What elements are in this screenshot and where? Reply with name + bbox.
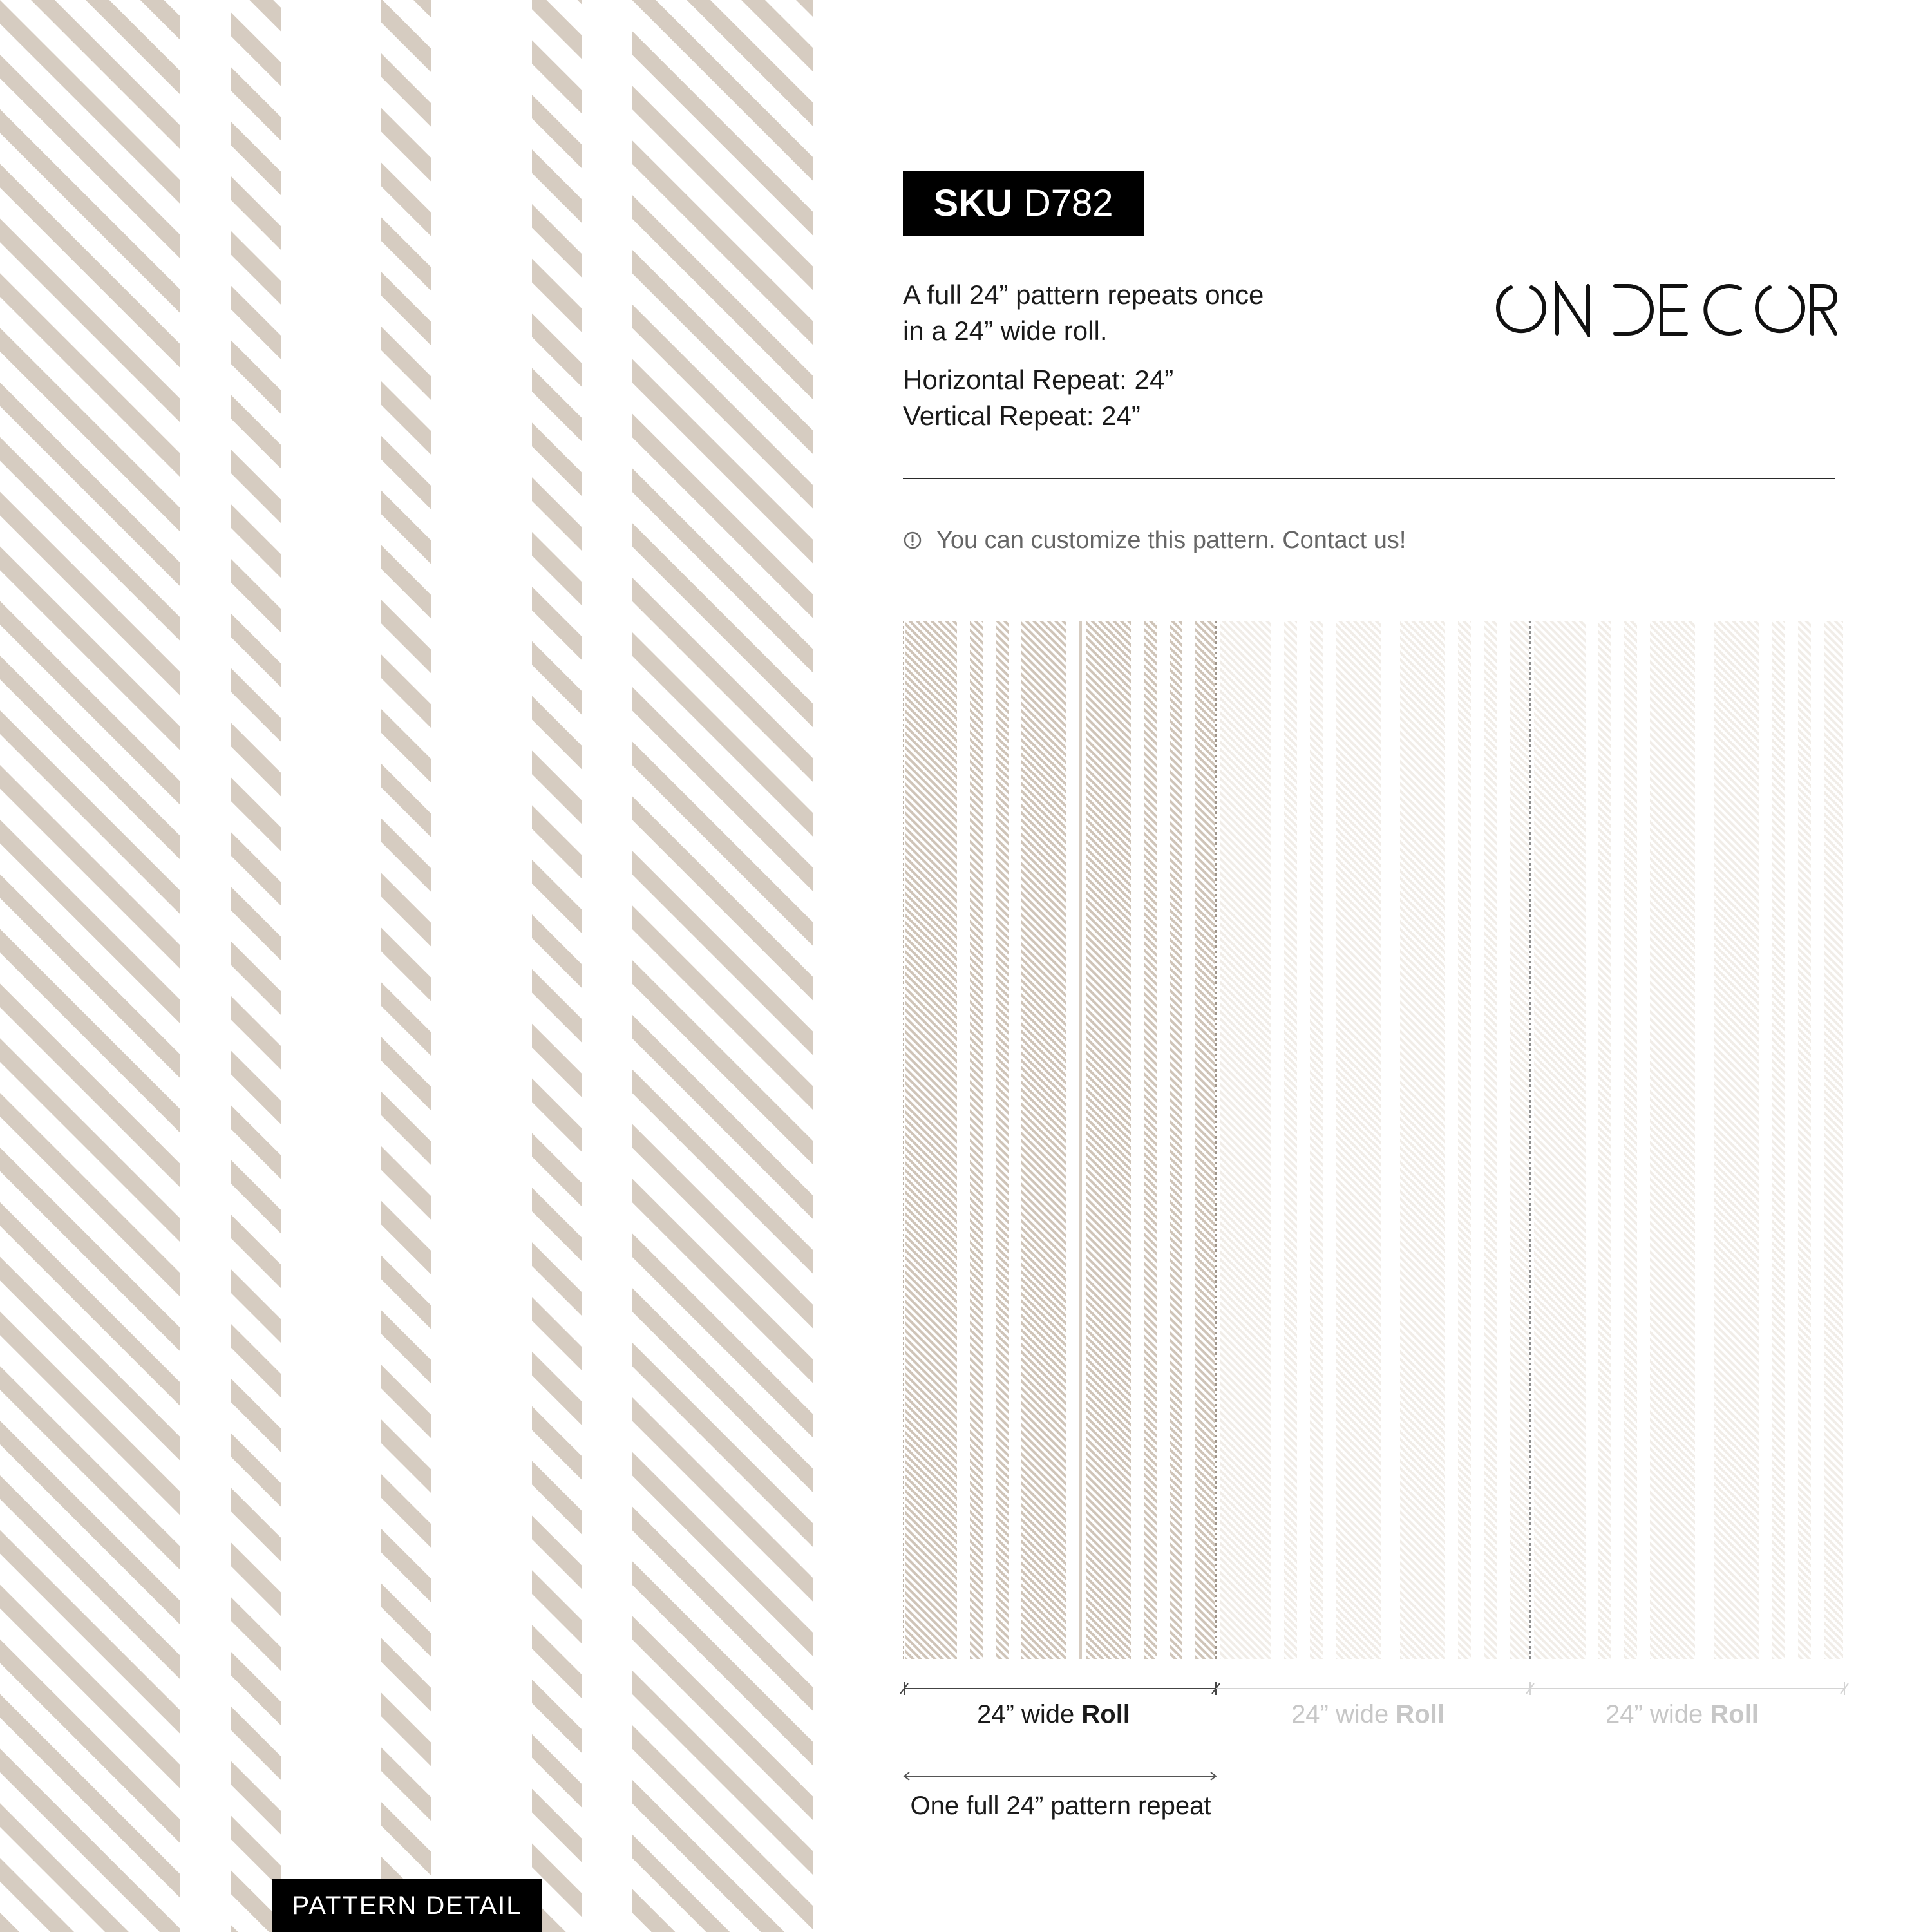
description-line-1: A full 24” pattern repeats once bbox=[903, 279, 1264, 310]
customize-note-text: You can customize this pattern. Contact us! bbox=[936, 526, 1406, 554]
stripe-band-2 bbox=[231, 0, 281, 1932]
pattern-detail-image bbox=[0, 0, 813, 1932]
sku-label: SKU bbox=[933, 182, 1012, 224]
roll-width-dimension-lines bbox=[896, 1674, 1850, 1700]
stripe-band-3 bbox=[381, 0, 431, 1932]
vertical-repeat: Vertical Repeat: 24” bbox=[903, 401, 1141, 431]
roll-3-label: 24” wide Roll bbox=[1605, 1700, 1759, 1728]
stripe-band-4 bbox=[532, 0, 582, 1932]
roll-1-panel bbox=[904, 621, 1216, 1659]
pattern-repeat-caption: One full 24” pattern repeat bbox=[910, 1792, 1211, 1820]
sku-code: D782 bbox=[1023, 182, 1113, 224]
roll-preview-diagram bbox=[902, 618, 1844, 1662]
customize-note[interactable] bbox=[903, 524, 1406, 556]
stripe-band-1 bbox=[0, 0, 180, 1932]
roll-2-panel bbox=[1220, 621, 1530, 1659]
description-line-2: in a 24” wide roll. bbox=[903, 316, 1108, 346]
roll-3-panel bbox=[1534, 621, 1843, 1659]
horizontal-repeat: Horizontal Repeat: 24” bbox=[903, 365, 1174, 395]
roll-2-label: 24” wide Roll bbox=[1291, 1700, 1444, 1728]
diagonal-stripe-pattern bbox=[0, 0, 813, 1932]
pattern-detail-badge: PATTERN DETAIL bbox=[272, 1879, 542, 1932]
ondecor-logo bbox=[1493, 281, 1837, 337]
info-circle-icon bbox=[903, 531, 922, 550]
pattern-repeat-dimension-line bbox=[899, 1768, 1221, 1784]
sku-badge bbox=[903, 171, 1144, 236]
stripe-band-5 bbox=[632, 0, 813, 1932]
roll-1-label: 24” wide Roll bbox=[977, 1700, 1130, 1728]
divider bbox=[903, 478, 1835, 479]
